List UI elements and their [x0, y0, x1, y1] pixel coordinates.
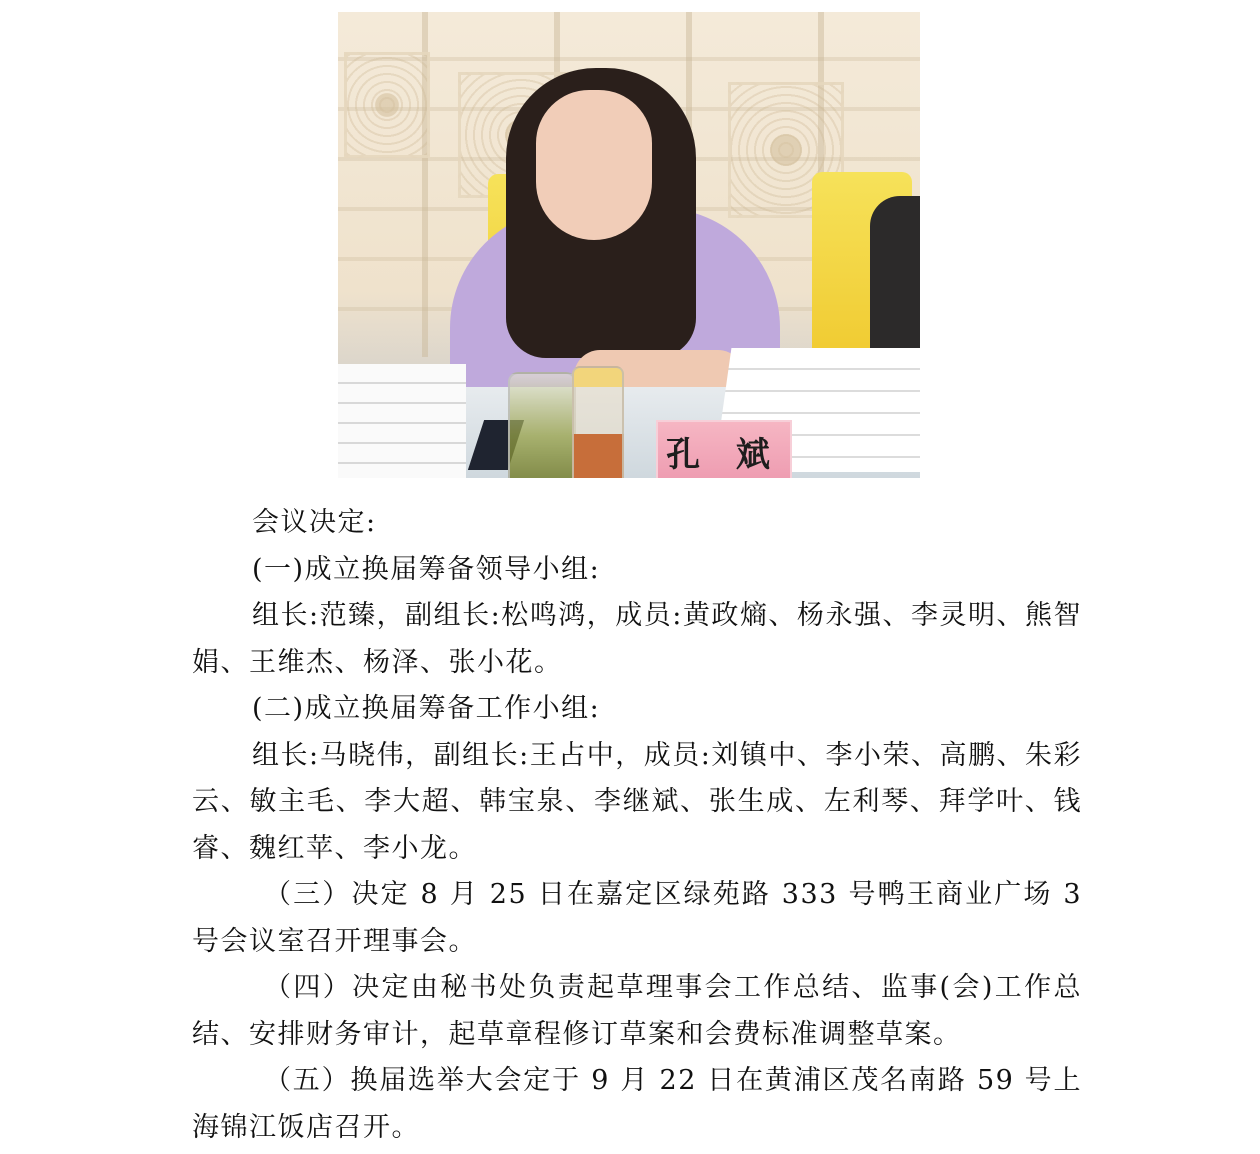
intro-line: 会议决定:: [252, 507, 377, 538]
section3-paragraph: （三）决定 8 月 25 日在嘉定区绿苑路 333 号鸭王商业广场 3 号会议室召开理事会。: [192, 879, 1082, 957]
section4-paragraph: （四）决定由秘书处负责起草理事会工作总结、监事(会)工作总结、安排财务审计，起草章程修订草案和会费标准调整草案。: [192, 972, 1082, 1050]
section2-body: 组长:马晓伟，副组长:王占中，成员:刘镇中、李小荣、高鹏、朱彩云、敏主毛、李大超、韩宝泉、李继斌、张生成、左利琴、拜学叶、钱睿、魏红苹、李小龙。: [192, 739, 1082, 864]
lattice-panel-left: [344, 52, 430, 158]
meeting-photo: [338, 12, 920, 478]
document-body: [192, 500, 1082, 1151]
tea-bottle: [572, 366, 624, 478]
nameplate-text: 孔 斌: [666, 434, 782, 475]
nameplate: [656, 420, 792, 478]
tea-glass: [508, 372, 576, 478]
woman-face: [536, 90, 652, 240]
section2-heading: (二)成立换届筹备工作小组:: [252, 693, 601, 724]
section1-body: 组长:范臻，副组长:松鸣鸿，成员:黄政熵、杨永强、李灵明、熊智娟、王维杰、杨泽、张小花。: [192, 600, 1082, 678]
section1-heading: (一)成立换届筹备领导小组:: [252, 553, 601, 585]
section5-paragraph: （五）换届选举大会定于 9 月 22 日在黄浦区茂名南路 59 号上海锦江饭店召开。: [192, 1065, 1082, 1143]
book-stack-left: [338, 364, 466, 478]
